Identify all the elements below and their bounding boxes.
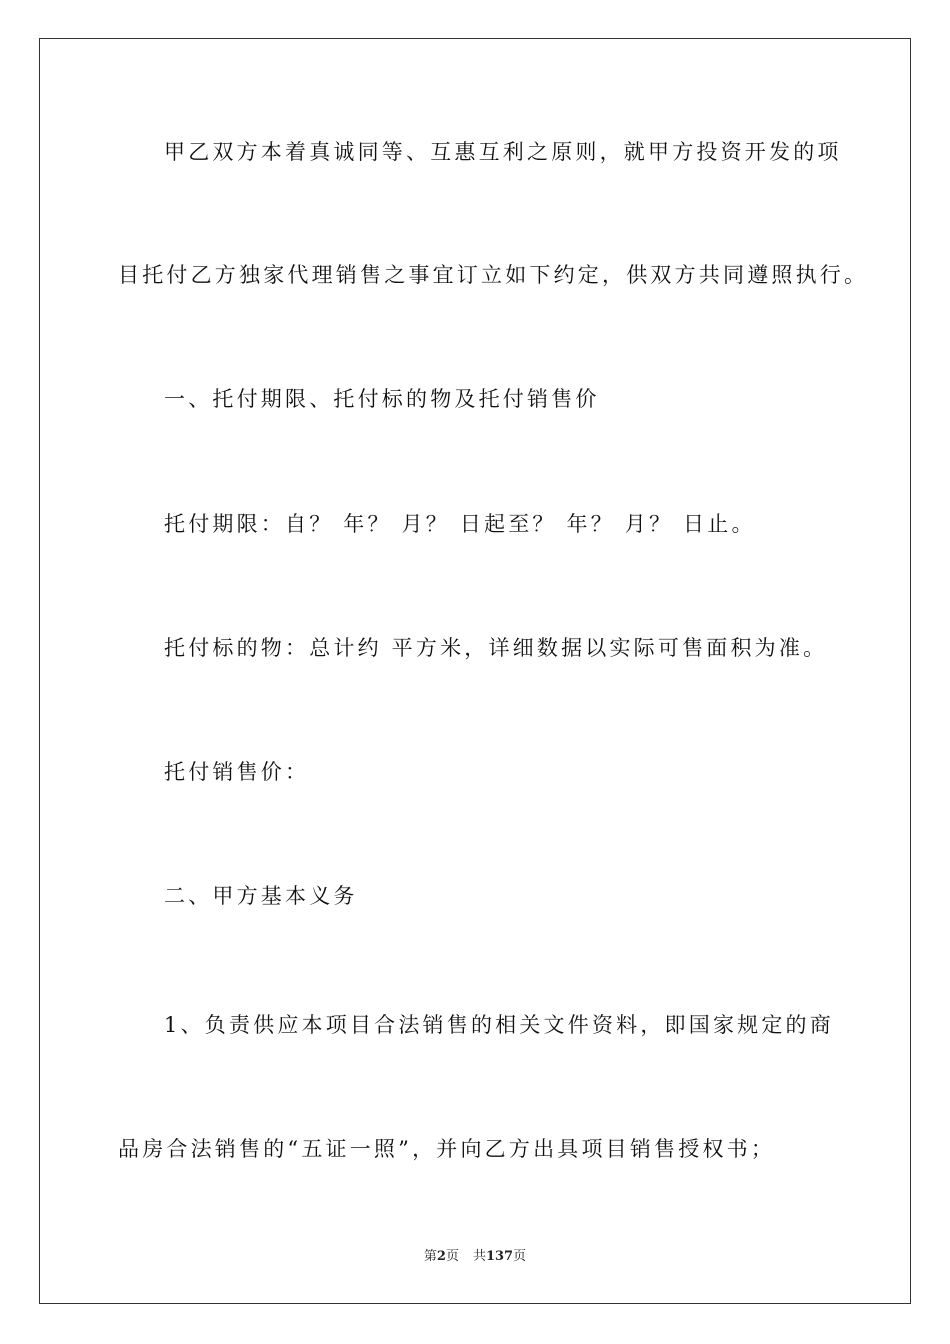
total-label-suffix: 页 xyxy=(513,1249,527,1264)
page-label-prefix: 第 xyxy=(423,1249,437,1264)
page-number: 2 xyxy=(436,1249,446,1264)
section-heading-2: 二、甲方基本义务 xyxy=(164,884,358,908)
total-pages: 137 xyxy=(485,1249,514,1264)
total-label-prefix: 共 xyxy=(472,1249,486,1264)
entrust-price-line: 托付销售价： xyxy=(164,760,310,784)
obligation-1-line-2: 品房合法销售的“五证一照”，并向乙方出具项目销售授权书； xyxy=(118,1137,776,1161)
page-frame xyxy=(39,38,911,1304)
entrust-period-line: 托付期限：自？ 年？ 月？ 日起至？ 年？ 月？ 日止。 xyxy=(164,512,756,536)
paragraph-intro-line-2: 目托付乙方独家代理销售之事宜订立如下约定，供双方共同遵照执行。 xyxy=(118,263,869,287)
paragraph-intro-line-1: 甲乙双方本着真诚同等、互惠互利之原则，就甲方投资开发的项 xyxy=(164,140,842,164)
obligation-1-line-1: 1、负责供应本项目合法销售的相关文件资料，即国家规定的商 xyxy=(164,1013,834,1037)
entrust-subject-line: 托付标的物：总计约 平方米，详细数据以实际可售面积为准。 xyxy=(164,636,828,660)
page-footer xyxy=(0,1248,950,1266)
section-heading-1: 一、托付期限、托付标的物及托付销售价 xyxy=(164,387,600,411)
page-label-suffix: 页 xyxy=(445,1249,459,1264)
